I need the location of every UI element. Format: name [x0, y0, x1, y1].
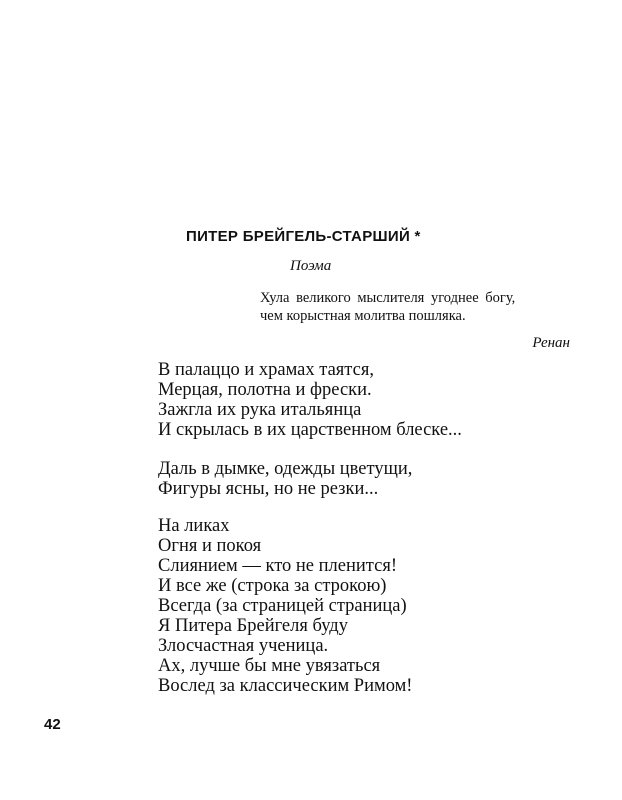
verse-line: Ах, лучше бы мне увязаться: [158, 656, 381, 676]
verse-line: В палаццо и храмах таятся,: [158, 360, 374, 380]
epigraph-line: чем корыстная молитва пошляка.: [260, 308, 466, 324]
page-number: 42: [44, 716, 61, 733]
verse-line: Зажгла их рука итальянца: [158, 400, 362, 420]
poem-title: ПИТЕР БРЕЙГЕЛЬ-СТАРШИЙ *: [186, 228, 421, 245]
verse-line: И скрылась в их царственном блеске...: [158, 420, 462, 440]
verse-line: На ликах: [158, 516, 230, 536]
verse-line: Слиянием — кто не пленится!: [158, 556, 397, 576]
verse-line: И все же (строка за строкою): [158, 576, 387, 596]
verse-line: Всегда (за страницей страница): [158, 596, 407, 616]
epigraph-author: Ренан: [532, 335, 570, 351]
stanza-3: [158, 516, 412, 696]
verse-line: Огня и покоя: [158, 536, 262, 556]
epigraph: [260, 289, 515, 325]
poem-subtitle: Поэма: [290, 258, 332, 274]
verse-line: Злосчастная ученица.: [158, 636, 329, 656]
verse-line: Вослед за классическим Римом!: [158, 676, 413, 696]
verse-line: Даль в дымке, одежды цветущи,: [158, 459, 413, 479]
stanza-2: [158, 459, 412, 499]
verse-line: Фигуры ясны, но не резки...: [158, 479, 379, 499]
verse-line: Мерцая, полотна и фрески.: [158, 380, 372, 400]
stanza-1: [158, 360, 462, 440]
epigraph-line: Хула великого мыслителя угоднее богу,: [260, 290, 516, 306]
verse-line: Я Питера Брейгеля буду: [158, 616, 348, 636]
